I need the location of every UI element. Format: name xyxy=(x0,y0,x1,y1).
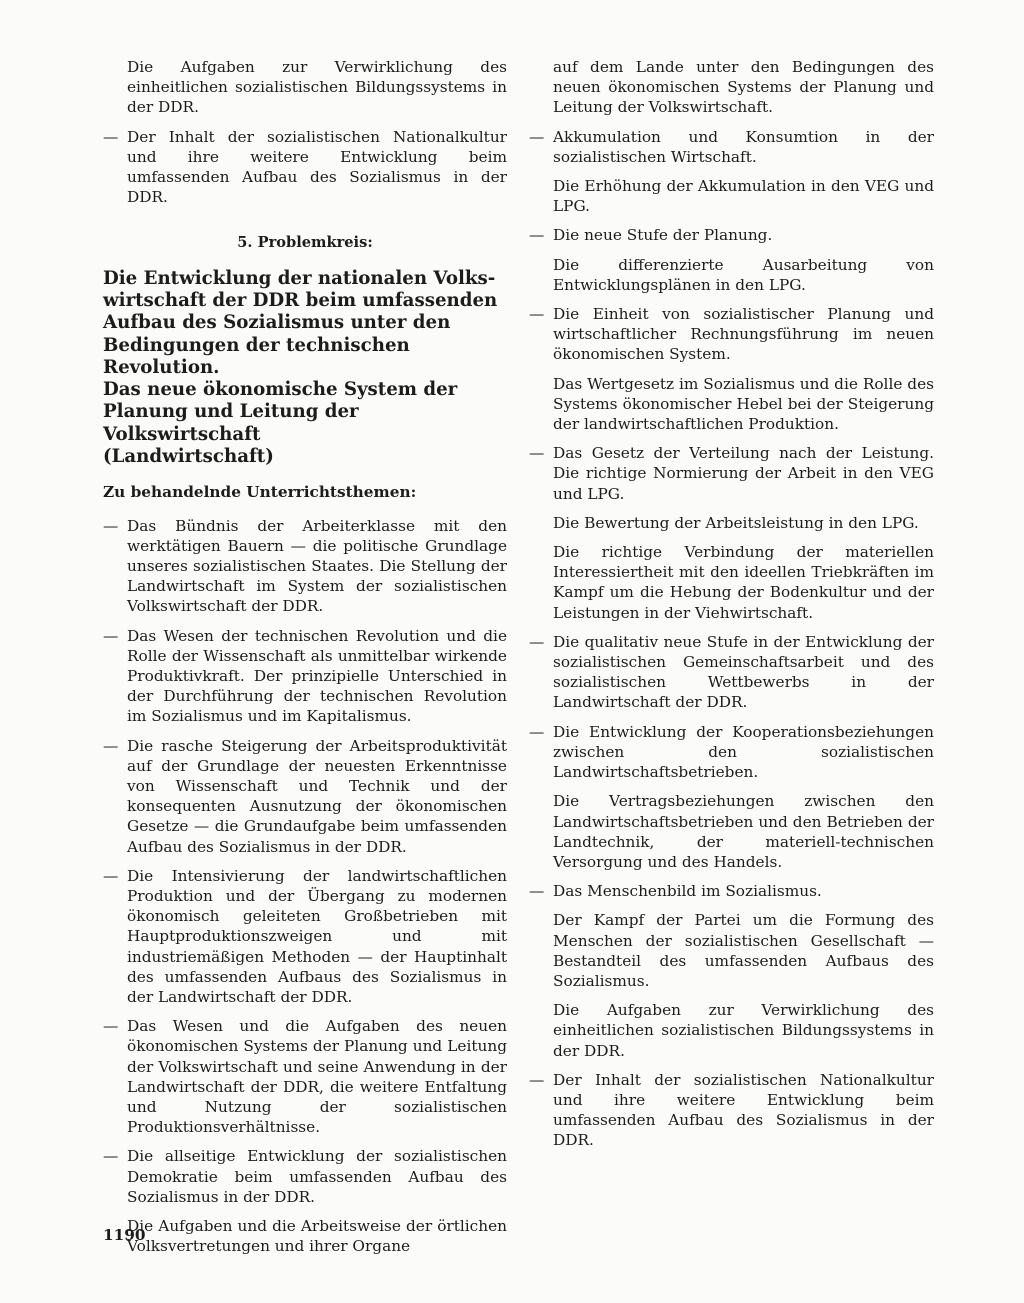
topic-item xyxy=(103,626,507,727)
page-number: 1190 xyxy=(103,1226,146,1244)
topic-subparagraph: Das Wertgesetz im Sozialismus und die Rolle des Systems ökonomischer Hebel bei der Steigerung der landwirtschaftlichen Produktion. xyxy=(553,374,934,434)
topic-item-text: Akkumulation und Konsumtion in der sozialistischen Wirtschaft. xyxy=(553,127,934,166)
section-title-line: Aufbau des Sozialismus unter den xyxy=(103,312,451,334)
topic-item-text: Das Wesen und die Aufgaben des neuen ökonomischen Systems der Planung und Leitung der Volkswirtschaft und seine Anwendung in der Landwirtschaft der DDR, die weitere Entfaltung und Nutzung der sozialistischen Produktionsverhältnisse. xyxy=(127,1017,507,1137)
dash-marker: — xyxy=(529,722,545,741)
dash-marker: — xyxy=(103,127,119,146)
topic-item xyxy=(529,722,934,783)
topic-subparagraph: Die Erhöhung der Akkumulation in den VEG und LPG. xyxy=(553,177,934,216)
topic-item xyxy=(529,127,934,167)
topics-subheading: Zu behandelnde Unterrichtsthemen: xyxy=(103,483,417,502)
dash-marker: — xyxy=(529,305,545,324)
topic-subparagraph: Die Aufgaben zur Verwirklichung des einheitlichen sozialistischen Bildungssystems in der DDR. xyxy=(553,1001,934,1060)
left-top-item-text: Der Inhalt der sozialistischen Nationalkultur und ihre weitere Entwicklung beim umfassenden Aufbau des Sozialismus in der DDR. xyxy=(127,127,507,207)
topic-item-text: Das Gesetz der Verteilung nach der Leistung. Die richtige Normierung der Arbeit in den VEG und LPG. xyxy=(553,444,934,503)
topic-item xyxy=(529,1070,934,1151)
section-title-line: wirtschaft der DDR beim umfassenden xyxy=(103,289,498,311)
topic-item xyxy=(529,225,934,245)
left-top-item xyxy=(103,127,507,208)
topic-item xyxy=(529,443,934,504)
dash-marker: — xyxy=(103,626,119,645)
dash-marker: — xyxy=(103,1017,119,1036)
dash-marker: — xyxy=(103,866,119,885)
topic-subparagraph: Die richtige Verbindung der materiellen Interessiertheit mit den ideellen Triebkräften im Kampf um die Hebung der Bodenkultur und der Leistungen in der Viehwirtschaft. xyxy=(553,543,934,622)
topic-item xyxy=(529,632,934,713)
topic-item-text: Die rasche Steigerung der Arbeitsproduktivität auf der Grundlage der neuesten Erkenntnisse von Wissenschaft und Technik und der konsequenten Ausnutzung der ökonomischen Gesetze — die Grundaufgabe beim umfassenden Aufbau des Sozialismus in der DDR. xyxy=(127,736,507,856)
section-title-line: Die Entwicklung der nationalen Volks- xyxy=(103,267,496,289)
dash-marker: — xyxy=(103,736,119,755)
dash-marker: — xyxy=(103,516,119,535)
topic-item-text: Die Entwicklung der Kooperationsbeziehungen zwischen den sozialistischen Landwirtschaftsbetrieben. xyxy=(553,722,934,782)
topic-item xyxy=(529,881,934,901)
topic-subparagraph: Die differenzierte Ausarbeitung von Entwicklungsplänen in den LPG. xyxy=(553,255,934,294)
topic-item xyxy=(103,1146,507,1207)
left-column xyxy=(103,57,507,1265)
left-top-continuation: Die Aufgaben zur Verwirklichung des einheitlichen sozialistischen Bildungssystems in der DDR. xyxy=(127,58,507,117)
topic-item-text: Die Intensivierung der landwirtschaftlichen Produktion und der Übergang zu modernen ökonomisch geleiteten Großbetrieben mit Hauptproduktionszweigen und mit industriemäßigen Methoden — der Hauptinhalt des umfassenden Aufbaus des Sozialismus in der Landwirtschaft der DDR. xyxy=(127,866,507,1006)
topic-subparagraph: Die Bewertung der Arbeitsleistung in den LPG. xyxy=(553,513,919,532)
topic-item-text: Der Inhalt der sozialistischen Nationalkultur und ihre weitere Entwicklung beim umfassenden Aufbau des Sozialismus in der DDR. xyxy=(553,1070,934,1150)
section-title-line: Planung und Leitung der Volkswirtschaft xyxy=(103,401,359,445)
topic-item xyxy=(103,1016,507,1137)
right-top-continuation: auf dem Lande unter den Bedingungen des neuen ökonomischen Systems der Planung und Leitung der Volkswirtschaft. xyxy=(553,58,934,117)
dash-marker: — xyxy=(103,1147,119,1166)
topic-item-text: Die Einheit von sozialistischer Planung und wirtschaftlicher Rechnungsführung im neuen ökonomischen System. xyxy=(553,305,934,364)
topic-subparagraph: Der Kampf der Partei um die Formung des Menschen der sozialistischen Gesellschaft — Bestandteil des umfassenden Aufbaus des Sozialismus. xyxy=(553,911,934,990)
topic-item-text: Die neue Stufe der Planung. xyxy=(553,226,773,245)
dash-marker: — xyxy=(529,444,545,463)
topic-item-text: Das Bündnis der Arbeiterklasse mit den werktätigen Bauern — die politische Grundlage unseres sozialistischen Staates. Die Stellung der Landwirtschaft im System der sozialistischen Volkswirtschaft der DDR. xyxy=(127,516,507,616)
left-bottom-continuation: Die Aufgaben und die Arbeitsweise der örtlichen Volksvertretungen und ihrer Organe xyxy=(127,1217,507,1256)
topic-item-text: Das Wesen der technischen Revolution und die Rolle der Wissenschaft als unmittelbar wirkende Produktivkraft. Der prinzipielle Unterschied in der Durchführung der technischen Revolution im Sozialismus und im Kapitalismus. xyxy=(127,626,507,726)
section-title-line: (Landwirtschaft) xyxy=(103,446,274,467)
dash-marker: — xyxy=(529,226,545,245)
topic-item xyxy=(103,866,507,1007)
topic-item xyxy=(103,516,507,617)
section-label: 5. Problemkreis: xyxy=(237,234,373,252)
topic-item xyxy=(529,304,934,365)
dash-marker: — xyxy=(529,1070,545,1089)
dash-marker: — xyxy=(529,127,545,146)
dash-marker: — xyxy=(529,882,545,901)
topic-item-text: Das Menschenbild im Sozialismus. xyxy=(553,882,822,901)
topic-subparagraph: Die Vertragsbeziehungen zwischen den Landwirtschaftsbetrieben und den Betrieben der Landtechnik, der materiell-technischen Versorgung und des Handels. xyxy=(553,792,934,871)
topic-item-text: Die qualitativ neue Stufe in der Entwicklung der sozialistischen Gemeinschaftsarbeit und des sozialistischen Wettbewerbs in der Landwirtschaft der DDR. xyxy=(553,632,934,712)
section-title-line: Das neue ökonomische System der xyxy=(103,379,458,401)
section-title-line: Bedingungen der technischen Revolution. xyxy=(103,334,410,378)
topic-item-text: Die allseitige Entwicklung der sozialistischen Demokratie beim umfassenden Aufbau des Sozialismus in der DDR. xyxy=(127,1147,507,1206)
section-title xyxy=(103,268,507,469)
right-column xyxy=(529,57,934,1160)
dash-marker: — xyxy=(529,632,545,651)
topic-item xyxy=(103,736,507,857)
